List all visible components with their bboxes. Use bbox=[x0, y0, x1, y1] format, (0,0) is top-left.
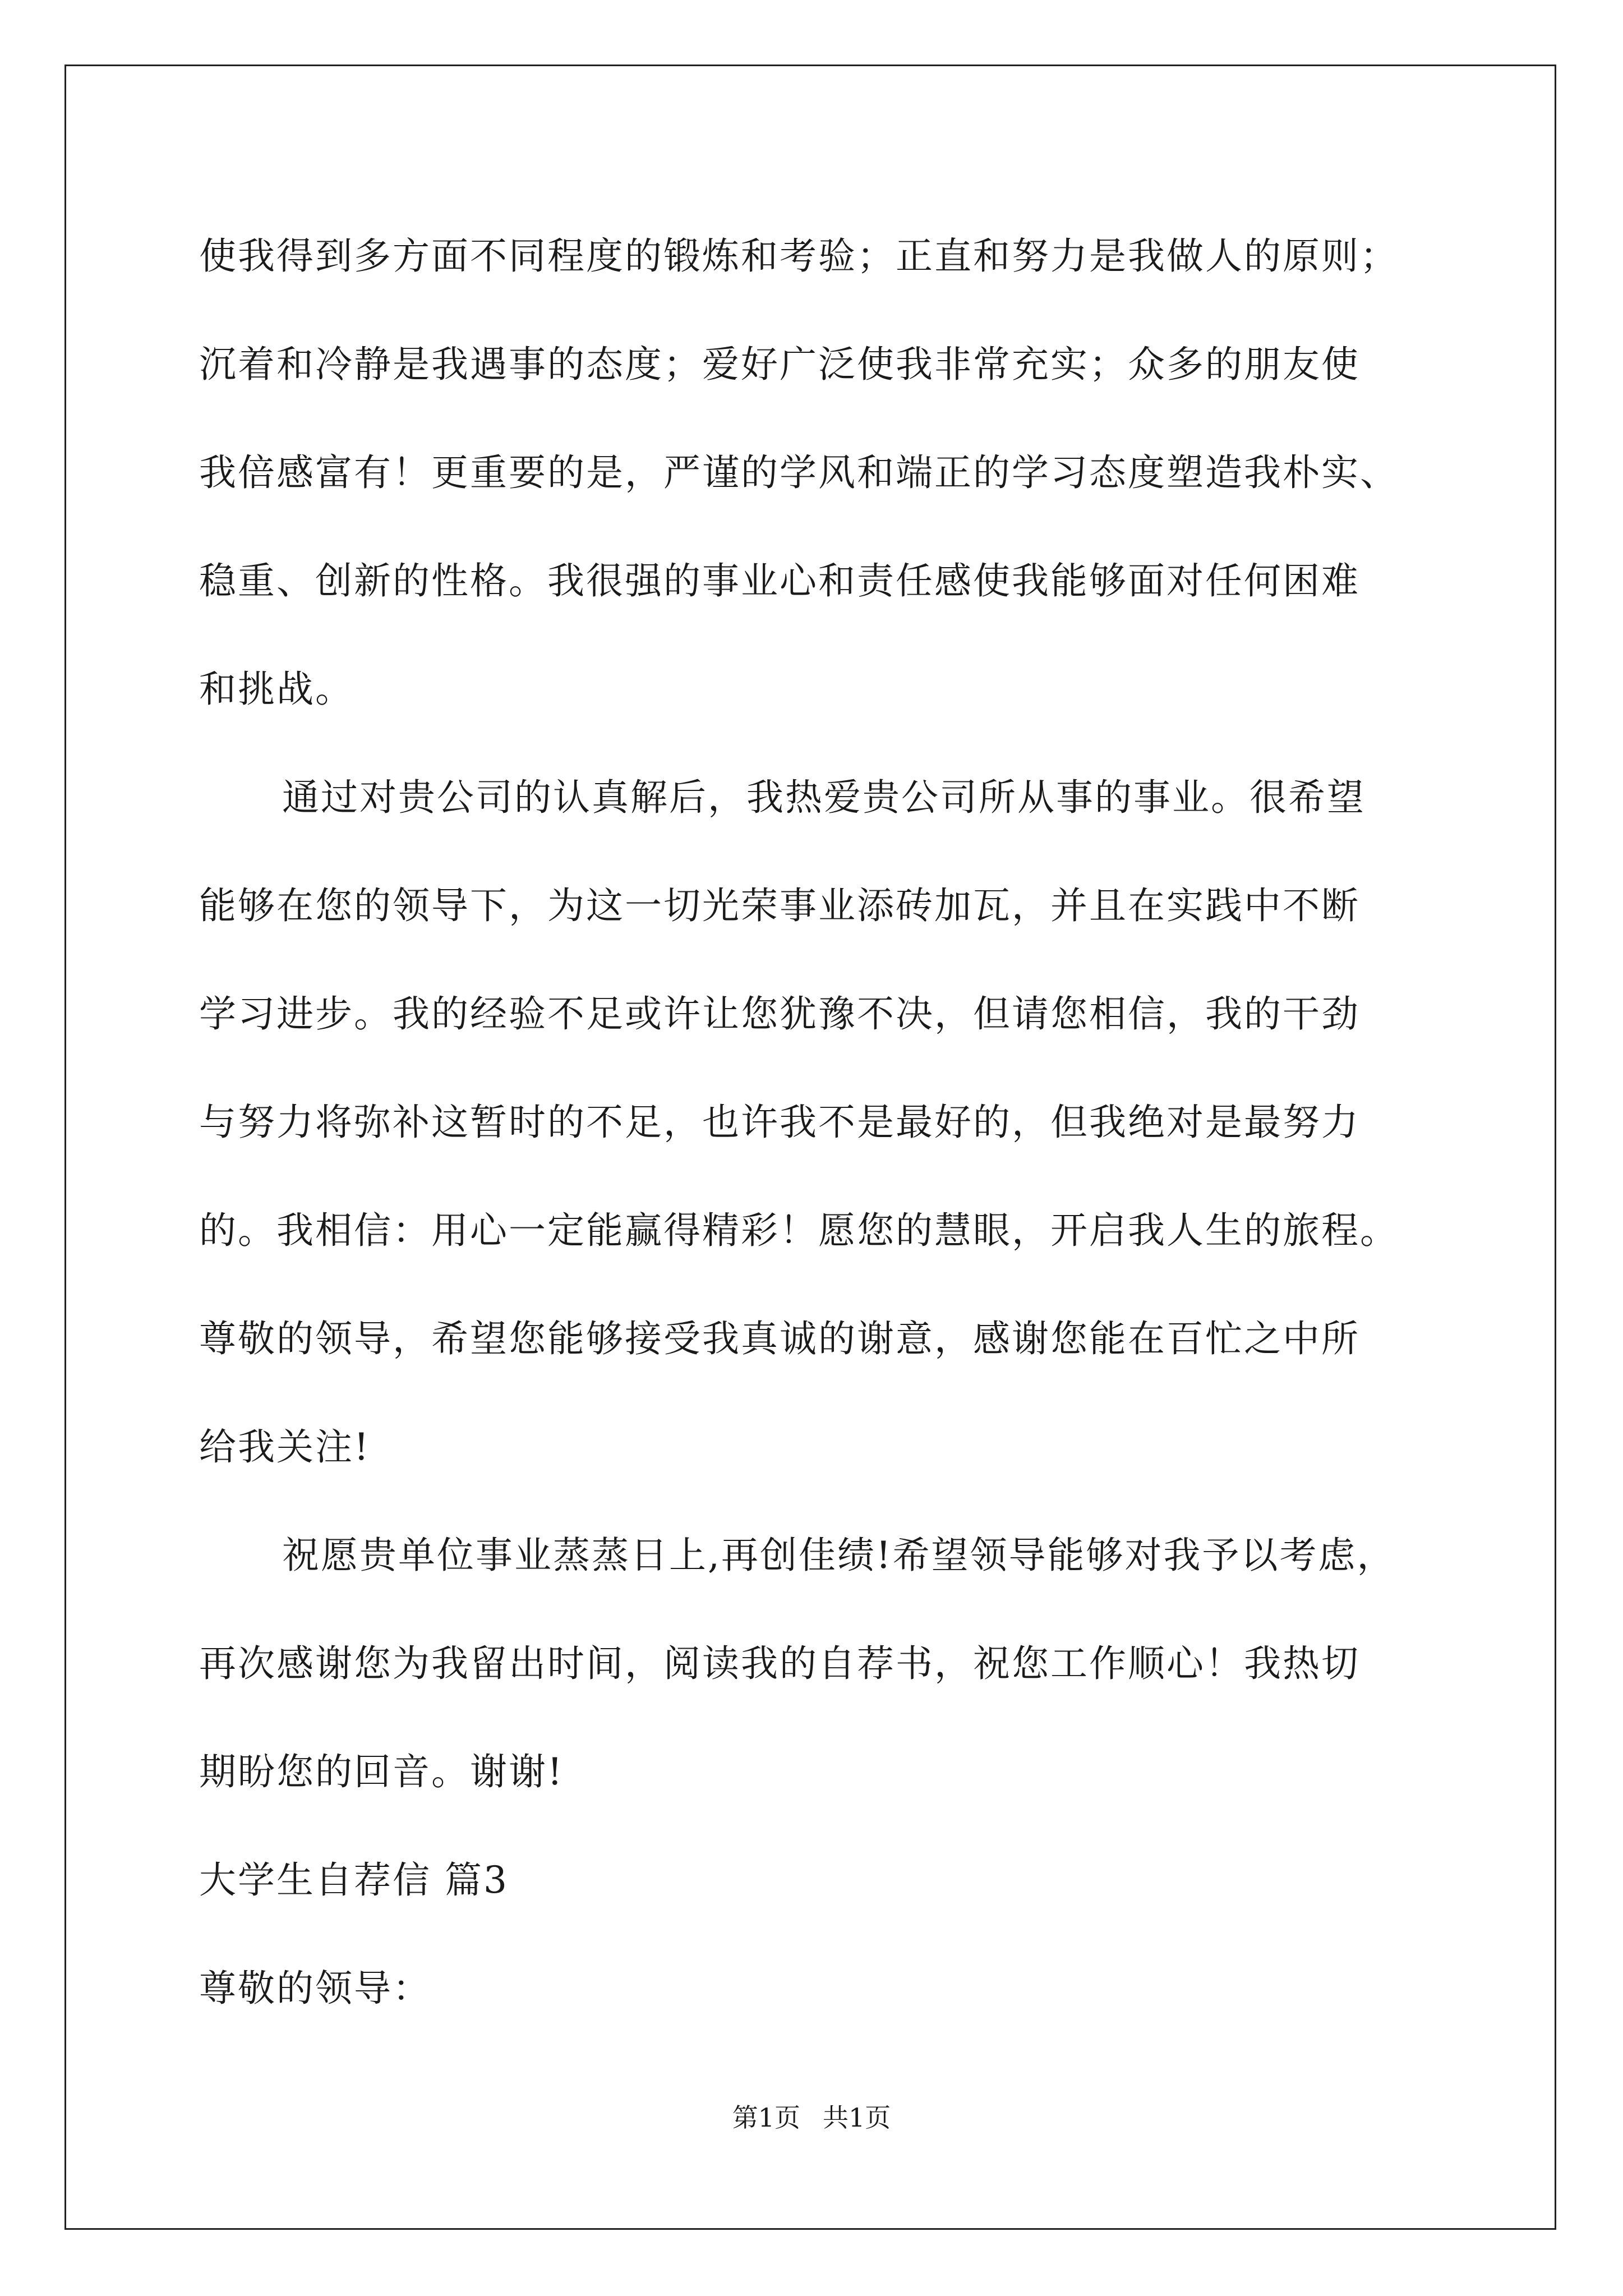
text-line: 使我得到多方面不同程度的锻炼和考验；正直和努力是我做人的原则； bbox=[199, 234, 1399, 278]
text-line: 稳重、创新的性格。我很强的事业心和责任感使我能够面对任何困难 bbox=[199, 559, 1360, 602]
section-heading: 大学生自荐信 篇3 bbox=[199, 1858, 509, 1902]
text-line: 沉着和冷静是我遇事的态度；爱好广泛使我非常充实；众多的朋友使 bbox=[199, 343, 1360, 386]
text-line: 期盼您的回音。谢谢! bbox=[199, 1750, 564, 1793]
text-line: 给我关注! bbox=[199, 1425, 371, 1469]
text-line: 尊敬的领导，希望您能够接受我真诚的谢意，感谢您能在百忙之中所 bbox=[199, 1317, 1360, 1360]
text-line: 的。我相信：用心一定能赢得精彩！愿您的慧眼，开启我人生的旅程。 bbox=[199, 1209, 1399, 1252]
paragraph-start-line: 通过对贵公司的认真解后，我热爱贵公司所从事的事业。很希望 bbox=[282, 776, 1366, 819]
text-line: 能够在您的领导下，为这一切光荣事业添砖加瓦，并且在实践中不断 bbox=[199, 884, 1360, 927]
page-number-total: 共1页 bbox=[823, 2102, 891, 2133]
text-line: 我倍感富有！更重要的是，严谨的学风和端正的学习态度塑造我朴实、 bbox=[199, 451, 1399, 494]
text-line: 和挑战。 bbox=[199, 668, 354, 711]
text-line: 学习进步。我的经验不足或许让您犹豫不决，但请您相信，我的干劲 bbox=[199, 992, 1360, 1036]
paragraph-start-line: 祝愿贵单位事业蒸蒸日上,再创佳绩!希望领导能够对我予以考虑， bbox=[282, 1534, 1396, 1577]
document-body bbox=[199, 202, 1455, 2042]
page-footer bbox=[0, 2101, 1623, 2134]
page-number-current: 第1页 bbox=[732, 2102, 800, 2133]
salutation: 尊敬的领导： bbox=[199, 1967, 431, 2010]
text-line: 与努力将弥补这暂时的不足，也许我不是最好的，但我绝对是最努力 bbox=[199, 1101, 1360, 1144]
text-line: 再次感谢您为我留出时间，阅读我的自荐书，祝您工作顺心！我热切 bbox=[199, 1642, 1360, 1685]
